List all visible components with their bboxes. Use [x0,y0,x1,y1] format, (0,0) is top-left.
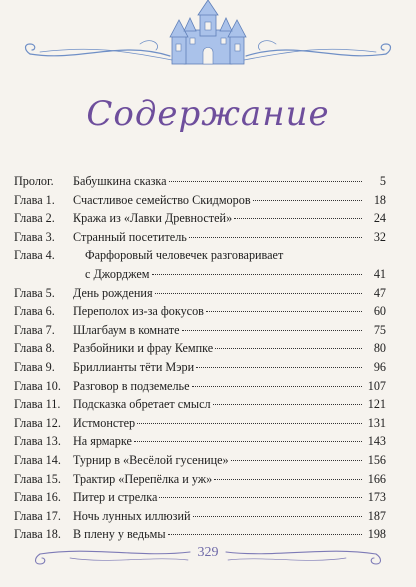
page-title: Содержание [86,94,330,134]
chapter-label: Глава 5. [14,285,55,300]
dot-leader [196,366,362,368]
chapter-title: Ночь лунных иллюзий [73,508,191,523]
toc-entry [14,321,386,340]
chapter-page-number: 156 [367,452,386,467]
chapter-title: Бриллианты тёти Мэри [73,359,195,374]
chapter-page-number: 131 [367,415,386,430]
toc-entry [14,172,386,191]
dot-leader [182,329,363,331]
toc-entry [14,507,386,526]
chapter-page-number: 187 [367,508,386,523]
toc-entry [14,451,386,470]
dot-leader [152,273,363,275]
chapter-page-number: 47 [373,285,386,300]
chapter-label: Глава 12. [14,415,61,430]
toc-entry [14,339,386,358]
chapter-label: Глава 14. [14,452,61,467]
dot-leader [231,459,362,461]
chapter-title: Бабушкина сказка [73,174,167,188]
chapter-title: Подсказка обретает смысл [73,397,211,412]
chapter-title: Кража из «Лавки Древностей» [73,211,233,226]
chapter-title: Шлагбаум в комнате [73,322,180,337]
table-of-contents [14,172,386,544]
toc-entry [14,488,386,507]
chapter-label: Глава 13. [14,434,61,449]
chapter-label: Пролог. [14,174,54,188]
toc-entry [14,377,386,396]
chapter-label: Глава 4. [14,248,55,263]
chapter-title: Счастливое семейство Скидморов [73,192,251,207]
chapter-label: Глава 11. [14,397,61,412]
chapter-page-number: 121 [367,397,386,412]
castle-ornament [0,0,416,80]
chapter-page-number: 107 [367,378,386,393]
chapter-title: Питер и стрелка [73,490,158,505]
chapter-page-number: 41 [373,266,386,281]
chapter-label: Глава 3. [14,229,55,244]
chapter-page-number: 80 [373,341,386,356]
toc-entry [14,432,386,451]
chapter-label: Глава 8. [14,341,55,356]
chapter-title: В плену у ведьмы [73,527,166,542]
chapter-page-number: 143 [367,434,386,449]
chapter-title: Переполох из-за фокусов [73,304,204,319]
dot-leader [253,199,362,201]
dot-leader [137,422,362,424]
chapter-title: Истмонстер [73,415,136,430]
toc-entry [14,228,386,247]
chapter-title: Разговор в подземелье [73,378,190,393]
dot-leader [168,533,362,535]
chapter-label: Глава 6. [14,304,55,319]
chapter-page-number: 166 [367,471,386,486]
chapter-label: Глава 1. [14,192,55,207]
toc-entry [14,302,386,321]
chapter-label: Глава 15. [14,471,61,486]
chapter-title: На ярмарке [73,434,132,449]
dot-leader [214,478,362,480]
dot-leader [193,515,362,517]
chapter-page-number: 24 [373,211,386,226]
dot-leader [169,180,362,182]
toc-entry [14,414,386,433]
chapter-label: Глава 18. [14,527,61,542]
toc-entry [14,191,386,210]
dot-leader [192,385,362,387]
dot-leader [206,310,362,312]
chapter-label: Глава 10. [14,378,61,393]
toc-entry [14,284,386,303]
chapter-label: Глава 17. [14,508,61,523]
toc-entry [14,395,386,414]
chapter-title-continued: с Джорджем [85,266,150,281]
chapter-page-number: 96 [373,359,386,374]
chapter-title: День рождения [73,285,153,300]
dot-leader [159,496,362,498]
page-number: 329 [197,545,219,560]
chapter-label: Глава 2. [14,211,55,226]
chapter-label: Глава 7. [14,322,55,337]
chapter-title: Фарфоровый человечек разговаривает [85,248,284,263]
dot-leader [189,236,362,238]
chapter-label: Глава 9. [14,359,55,374]
chapter-page-number: 75 [373,322,386,337]
chapter-page-number: 32 [373,229,386,244]
toc-entry [14,358,386,377]
dot-leader [213,403,362,405]
chapter-title: Турнир в «Весёлой гусенице» [73,452,229,467]
toc-entry [14,209,386,228]
dot-leader [155,292,362,294]
toc-entry [14,470,386,489]
chapter-page-number: 5 [379,174,386,188]
chapter-page-number: 60 [373,304,386,319]
chapter-page-number: 173 [367,490,386,505]
chapter-page-number: 18 [373,192,386,207]
dot-leader [234,217,362,219]
chapter-title: Разбойники и фрау Кемпке [73,341,214,356]
dot-leader [215,347,362,349]
toc-entry [14,246,386,283]
chapter-page-number: 198 [367,527,386,542]
chapter-title: Странный посетитель [73,229,187,244]
chapter-label: Глава 16. [14,490,61,505]
chapter-title: Трактир «Перепёлка и уж» [73,471,213,486]
dot-leader [134,440,362,442]
